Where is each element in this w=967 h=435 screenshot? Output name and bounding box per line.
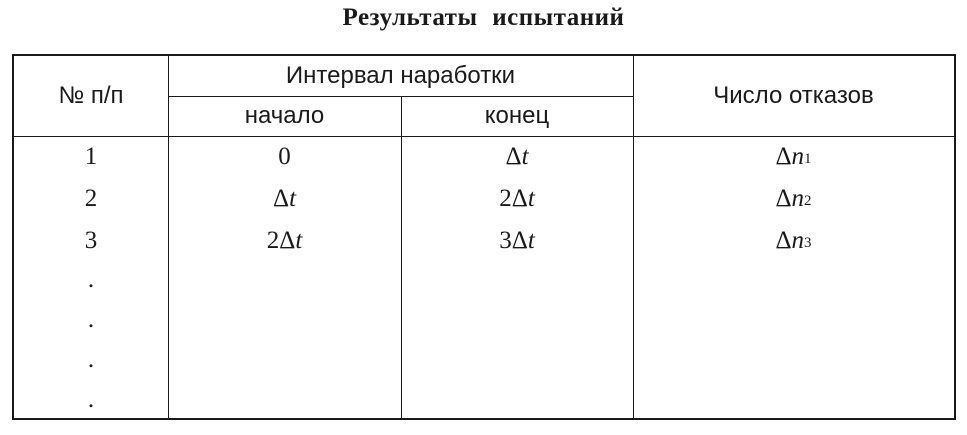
- cell-end: 2Δ t: [499, 185, 535, 212]
- header-interval: Интервал наработки: [285, 62, 516, 89]
- header-failures: Число отказов: [713, 82, 874, 109]
- cell-end: Δ t: [505, 143, 529, 170]
- ellipsis-dot: .: [87, 386, 95, 413]
- header-start: начало: [244, 102, 325, 129]
- ellipsis-dot: .: [87, 346, 95, 373]
- cell-failures: Δ n $_3$: [775, 227, 812, 254]
- header-end: конец: [484, 102, 550, 129]
- cell-start: 2Δ t: [266, 227, 303, 254]
- results-table: [12, 54, 956, 420]
- cell-failures: Δ n $_2$: [775, 185, 812, 212]
- ellipsis-dot: .: [87, 266, 95, 293]
- ellipsis-dot: .: [87, 306, 95, 333]
- cell-number: 3: [84, 227, 98, 254]
- cell-start: Δ t: [272, 185, 297, 212]
- cell-end: 3Δ t: [499, 227, 535, 254]
- cell-number: 1: [84, 143, 98, 170]
- cell-start: 0: [278, 143, 291, 170]
- table-title: Результаты испытаний: [342, 4, 625, 31]
- header-number: № п/п: [58, 82, 124, 109]
- cell-failures: Δ n $_1$: [775, 143, 812, 170]
- cell-number: 2: [84, 185, 98, 212]
